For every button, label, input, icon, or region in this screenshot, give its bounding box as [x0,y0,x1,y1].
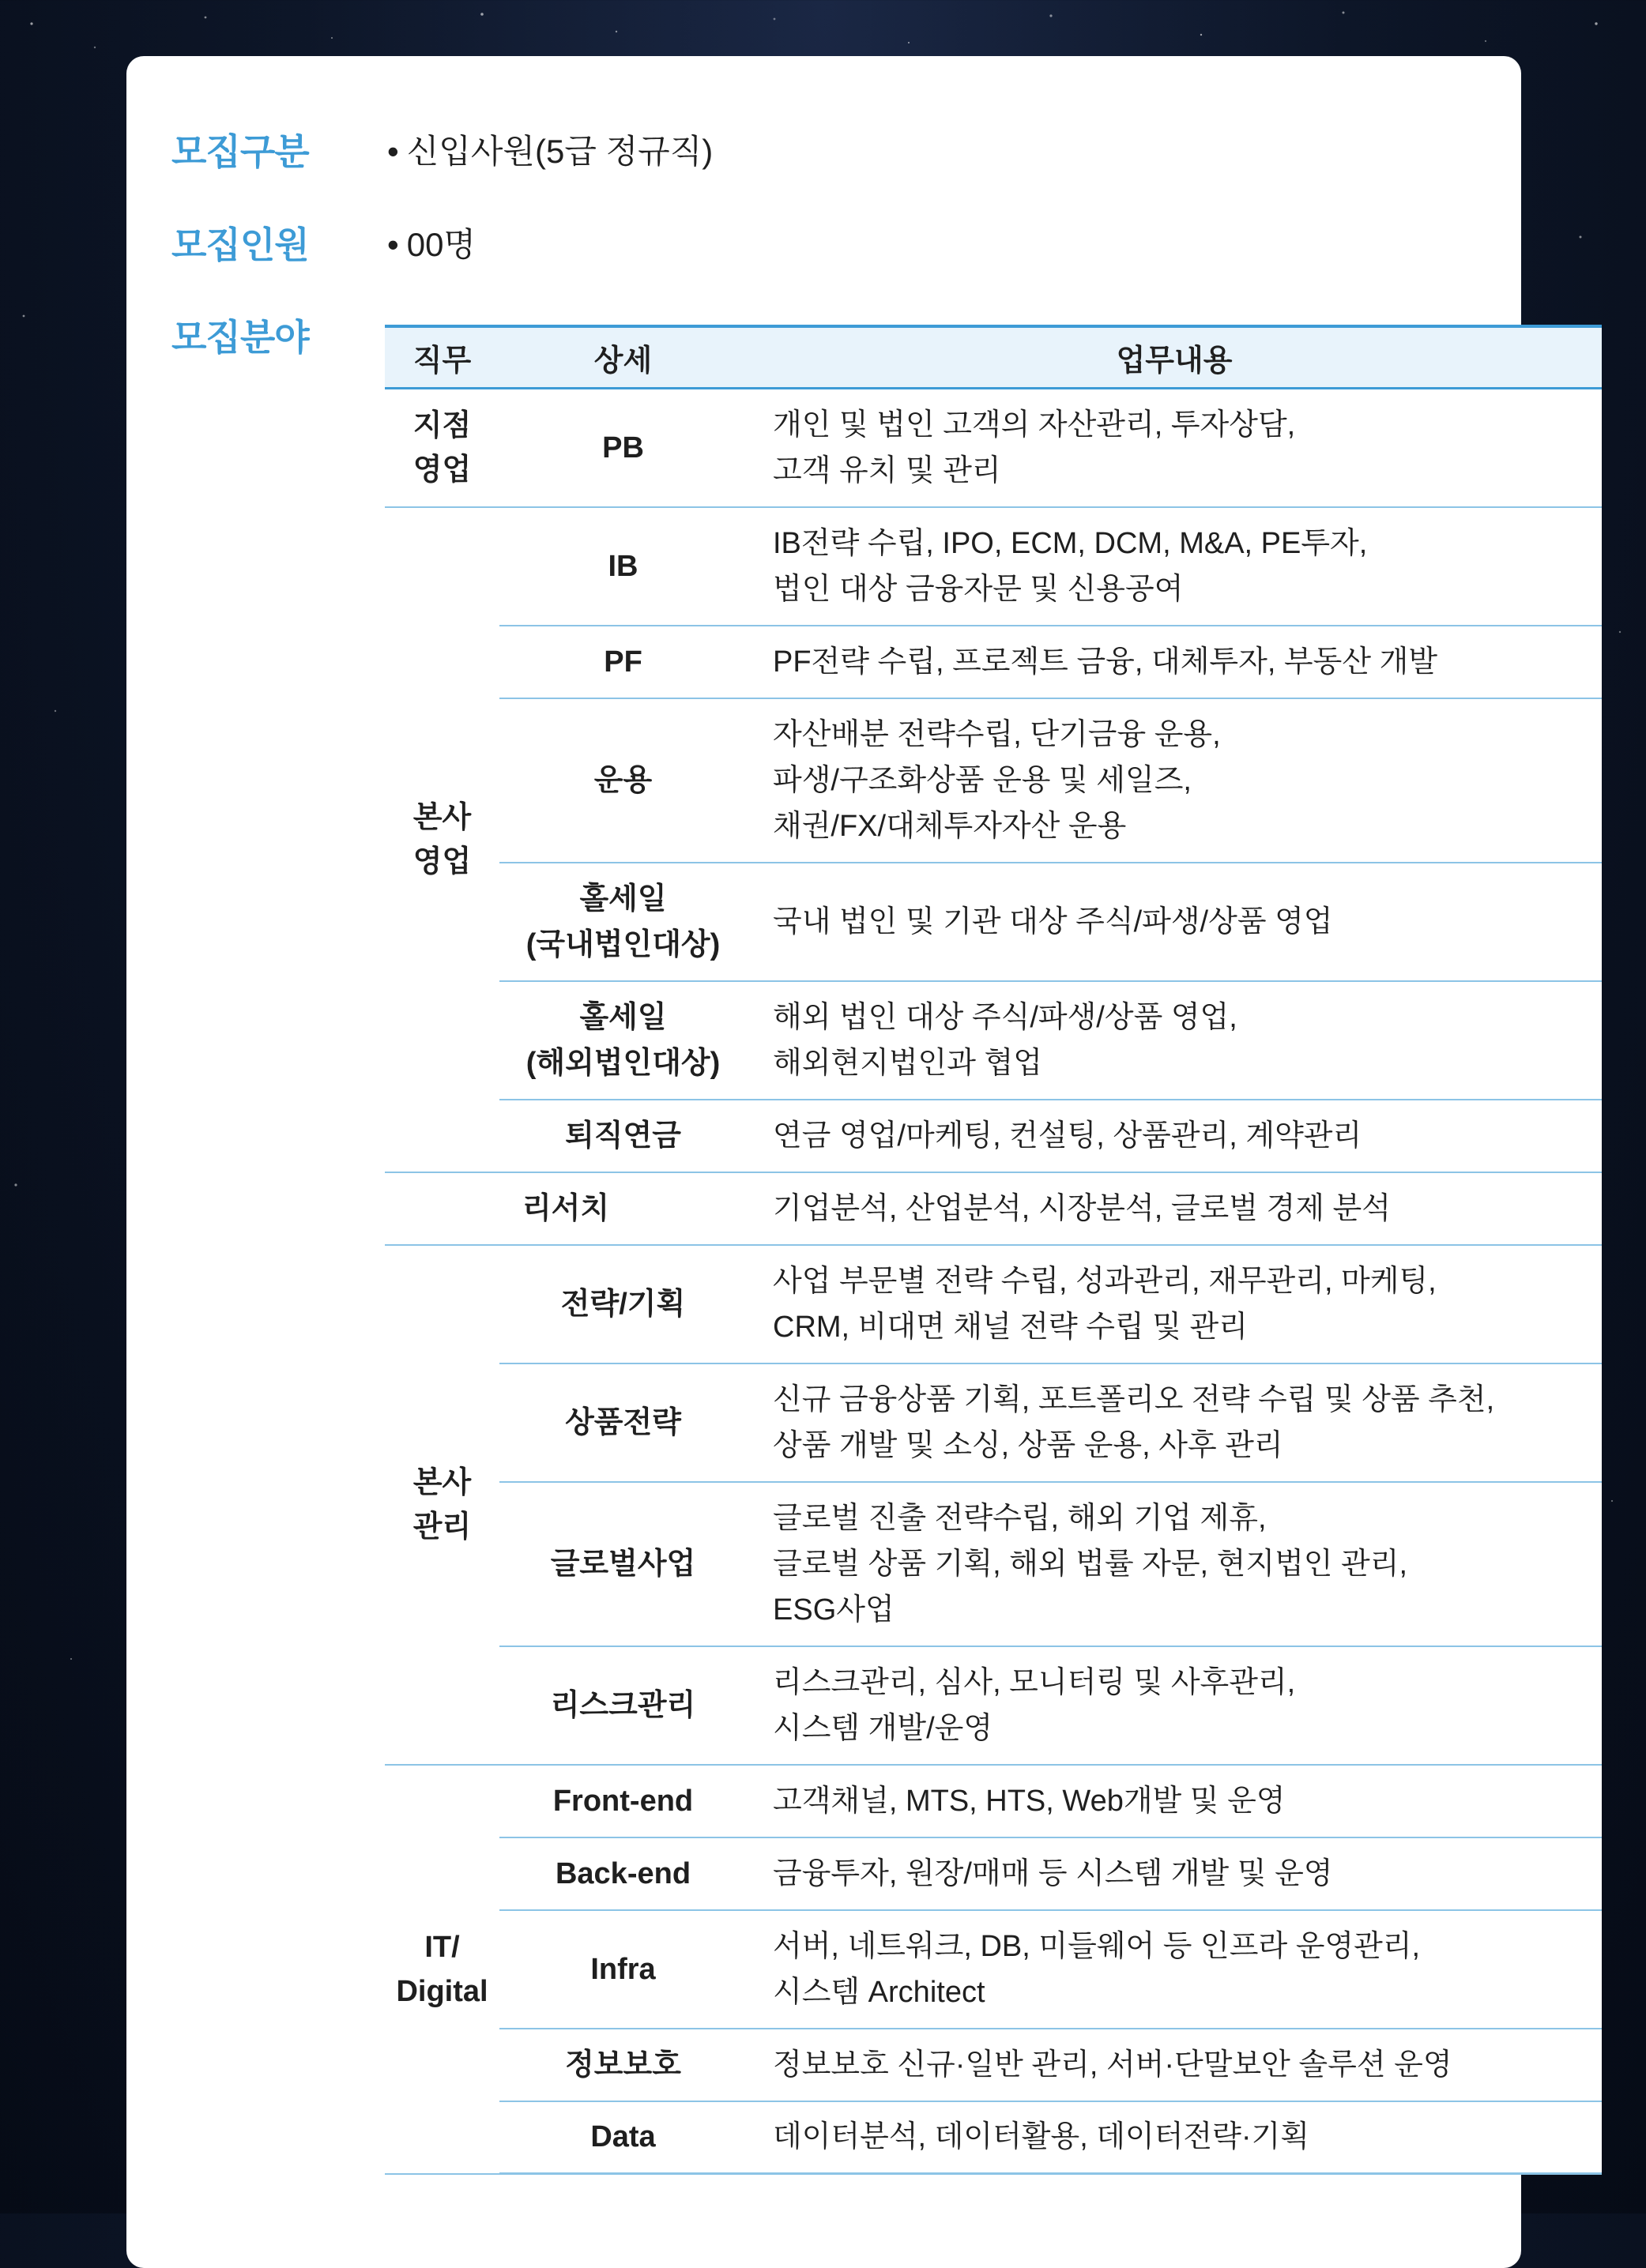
detail-cell: 홀세일 (해외법인대상) [499,981,747,1100]
description-line: 연금 영업/마케팅, 컨설팅, 상품관리, 계약관리 [773,1119,1362,1153]
description-line: 국내 법인 및 기관 대상 주식/파생/상품 영업 [773,905,1333,938]
category-cell: 지점 영업 [385,389,499,507]
detail-cell: 정보보호 [499,2029,747,2101]
description-line: 채권/FX/대체투자자산 운용 [773,809,1127,843]
recruit-type-text: 신입사원(5급 정규직) [406,133,714,170]
description-line: 사업 부문별 전략 수립, 성과관리, 재무관리, 마케팅, [773,1264,1437,1298]
description-line: 글로벌 상품 기획, 해외 법률 자문, 현지법인 관리, [773,1547,1408,1581]
table-row [385,389,1602,507]
description-line: 시스템 개발/운영 [773,1711,993,1745]
table-row [385,626,1602,698]
table-row [385,981,1602,1100]
table-body [385,389,1602,2174]
description-line: PF전략 수립, 프로젝트 금융, 대체투자, 부동산 개발 [773,645,1438,679]
table-row [385,863,1602,981]
recruit-count-label: 모집인원 [171,224,309,265]
table-row [385,1646,1602,1765]
description-cell [747,863,1602,981]
table-row [385,2029,1602,2101]
category-cell: 본사 관리 [385,1245,499,1765]
description-cell [747,1100,1602,1172]
description-line: 자산배분 전략수립, 단기금융 운용, [773,717,1221,751]
table-row [385,1363,1602,1482]
description-line: 해외현지법인과 협업 [773,1046,1042,1080]
description-cell [747,698,1602,863]
description-cell [747,1482,1602,1646]
table-row [385,1482,1602,1646]
detail-cell: PB [499,389,747,507]
description-line: ESG사업 [773,1593,895,1627]
detail-cell: Back-end [499,1837,747,1910]
description-line: 기업분석, 산업분석, 시장분석, 글로벌 경제 분석 [773,1191,1391,1225]
header-detail: 상세 [499,326,747,389]
table-header-row [385,326,1602,389]
description-cell [747,2029,1602,2101]
recruit-count-value [387,219,476,266]
recruit-field-label: 모집분야 [171,317,309,358]
detail-cell: 상품전략 [499,1363,747,1482]
bullet: • [387,226,399,263]
detail-cell: 퇴직연금 [499,1100,747,1172]
description-line: 고객 유치 및 관리 [773,453,1001,487]
detail-cell: 홀세일 (국내법인대상) [499,863,747,981]
description-cell [747,981,1602,1100]
detail-cell: 전략/기획 [499,1245,747,1363]
description-cell [747,1646,1602,1765]
description-line: 글로벌 진출 전략수립, 해외 기업 제휴, [773,1501,1267,1535]
detail-cell: Data [499,2101,747,2174]
description-cell [747,626,1602,698]
category-cell: 본사 영업 [385,507,499,1172]
description-line: 서버, 네트워크, DB, 미들웨어 등 인프라 운영관리, [773,1929,1421,1963]
description-line: CRM, 비대면 채널 전략 수립 및 관리 [773,1310,1248,1344]
description-cell [747,1363,1602,1482]
recruitment-card [126,56,1521,2268]
recruit-type-value [387,126,713,173]
description-cell [747,1837,1602,1910]
description-line: 시스템 Architect [773,1975,985,2009]
bullet: • [387,133,399,170]
table-row [385,698,1602,863]
description-cell [747,1910,1602,2029]
detail-cell: 리스크관리 [499,1646,747,1765]
table-row [385,507,1602,626]
description-cell [747,2101,1602,2174]
detail-cell: 글로벌사업 [499,1482,747,1646]
recruit-count-text: 00명 [406,226,476,263]
description-line: 해외 법인 대상 주식/파생/상품 영업, [773,1000,1237,1034]
table-row [385,1837,1602,1910]
description-line: 정보보호 신규·일반 관리, 서버·단말보안 솔루션 운영 [773,2048,1452,2082]
description-cell [747,389,1602,507]
description-line: 개인 및 법인 고객의 자산관리, 투자상담, [773,408,1296,442]
table-row [385,1172,1602,1245]
description-line: IB전략 수립, IPO, ECM, DCM, M&A, PE투자, [773,526,1368,560]
detail-cell: Front-end [499,1765,747,1837]
detail-cell: IB [499,507,747,626]
description-line: 파생/구조화상품 운용 및 세일즈, [773,763,1192,797]
detail-cell: 운용 [499,698,747,863]
header-category: 직무 [385,326,499,389]
table-row [385,1100,1602,1172]
description-line: 금융투자, 원장/매매 등 시스템 개발 및 운영 [773,1856,1333,1890]
description-cell [747,507,1602,626]
table-row [385,1910,1602,2029]
recruit-type-label: 모집구분 [171,131,309,172]
description-cell [747,1172,1602,1245]
table-row [385,2101,1602,2174]
description-line: 상품 개발 및 소싱, 상품 운용, 사후 관리 [773,1428,1283,1462]
detail-cell: Infra [499,1910,747,2029]
description-line: 고객채널, MTS, HTS, Web개발 및 운영 [773,1784,1286,1818]
description-cell [747,1245,1602,1363]
description-line: 리스크관리, 심사, 모니터링 및 사후관리, [773,1665,1296,1699]
description-line: 신규 금융상품 기획, 포트폴리오 전략 수립 및 상품 추천, [773,1382,1495,1416]
description-line: 데이터분석, 데이터활용, 데이터전략·기획 [773,2120,1309,2154]
description-cell [747,1765,1602,1837]
category-cell: 리서치 [385,1172,747,1245]
description-line: 법인 대상 금융자문 및 신용공여 [773,572,1184,606]
header-description: 업무내용 [747,326,1602,389]
job-table [385,325,1602,2175]
table-row [385,1245,1602,1363]
category-cell: IT/ Digital [385,1765,499,2174]
detail-cell: PF [499,626,747,698]
table-row [385,1765,1602,1837]
